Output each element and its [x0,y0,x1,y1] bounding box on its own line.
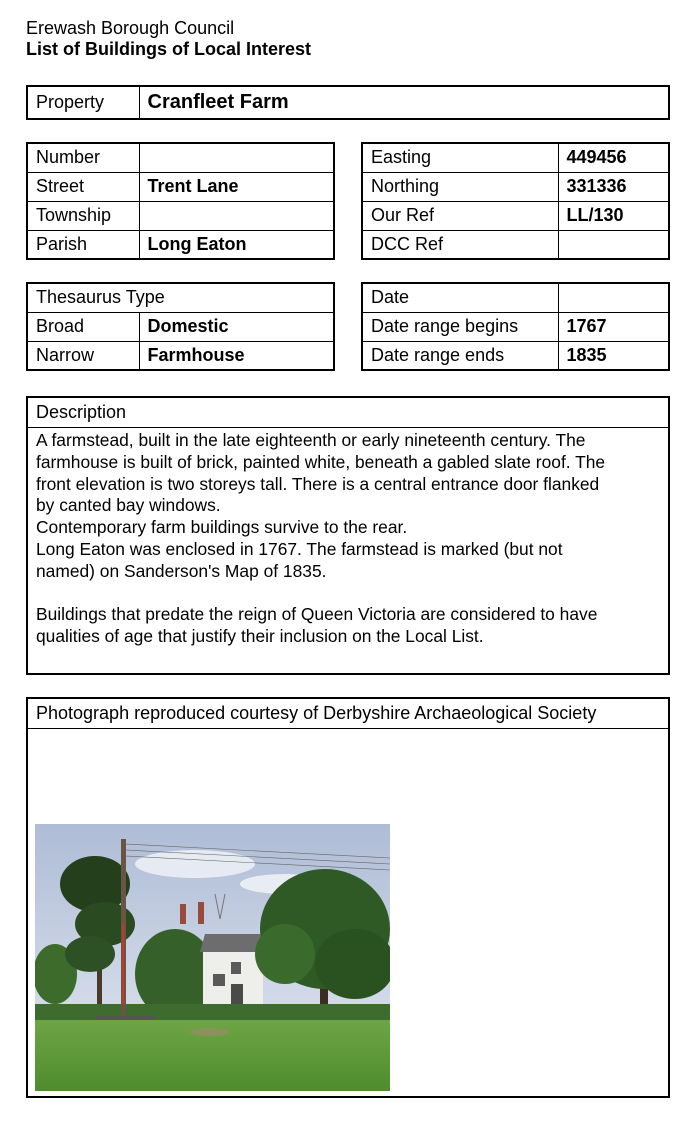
thesaurus-heading: Thesaurus Type [27,283,334,312]
property-label: Property [27,86,139,119]
gridref-value: 449456 [558,143,669,172]
photograph-caption: Photograph reproduced courtesy of Derbyshire Archaeological Society [28,699,668,729]
description-line: qualities of age that justify their inclusion on the Local List. [36,626,484,647]
table-row [362,201,669,230]
table-row [362,172,669,201]
table-row [27,143,334,172]
date-value: 1767 [558,312,669,341]
table-row [27,172,334,201]
location-value: Trent Lane [139,172,334,201]
description-line: Long Eaton was enclosed in 1767. The farmstead is marked (but not [36,538,563,559]
thesaurus-label: Broad [27,312,139,341]
thesaurus-value: Farmhouse [139,341,334,370]
description-heading: Description [28,398,668,428]
gridref-label: DCC Ref [362,230,558,259]
gridref-label: Northing [362,172,558,201]
description-line: farmhouse is built of brick, painted white, beneath a gabled slate roof. The [36,451,606,472]
description-body [28,428,668,648]
property-value: Cranfleet Farm [139,86,669,119]
description-line: front elevation is two storeys tall. There is a central entrance door flanked [36,473,600,494]
grid-reference-table [361,142,670,260]
gridref-value: LL/130 [558,201,669,230]
table-row [362,312,669,341]
gridref-value [558,230,669,259]
location-value [139,143,334,172]
property-table [26,85,670,120]
table-row [27,201,334,230]
description-line: named) on Sanderson's Map of 1835. [36,560,327,581]
location-label: Number [27,143,139,172]
location-label: Township [27,201,139,230]
gridref-value: 331336 [558,172,669,201]
location-label: Parish [27,230,139,259]
table-row [27,230,334,259]
description-line: A farmstead, built in the late eighteenth or early nineteenth century. The [36,430,586,450]
thesaurus-value: Domestic [139,312,334,341]
description-line: by canted bay windows. [36,495,221,516]
table-row [362,143,669,172]
location-value [139,201,334,230]
description-box [26,396,670,675]
location-label: Street [27,172,139,201]
list-title: List of Buildings of Local Interest [26,39,312,59]
council-name: Erewash Borough Council [26,18,235,38]
gridref-label: Easting [362,143,558,172]
table-row [27,341,334,370]
description-line: Contemporary farm buildings survive to the rear. [36,517,408,538]
gridref-label: Our Ref [362,201,558,230]
date-value: 1835 [558,341,669,370]
thesaurus-label: Narrow [27,341,139,370]
date-heading: Date [362,283,558,312]
date-label: Date range ends [362,341,558,370]
thesaurus-table [26,282,335,371]
farmhouse-photo-icon [35,824,390,1091]
description-line [36,583,660,605]
table-row [27,312,334,341]
description-line: Buildings that predate the reign of Queen Victoria are considered to have [36,604,598,625]
date-label: Date range begins [362,312,558,341]
date-table [361,282,670,371]
table-row [362,230,669,259]
table-row [362,341,669,370]
location-value: Long Eaton [139,230,334,259]
location-table [26,142,335,260]
